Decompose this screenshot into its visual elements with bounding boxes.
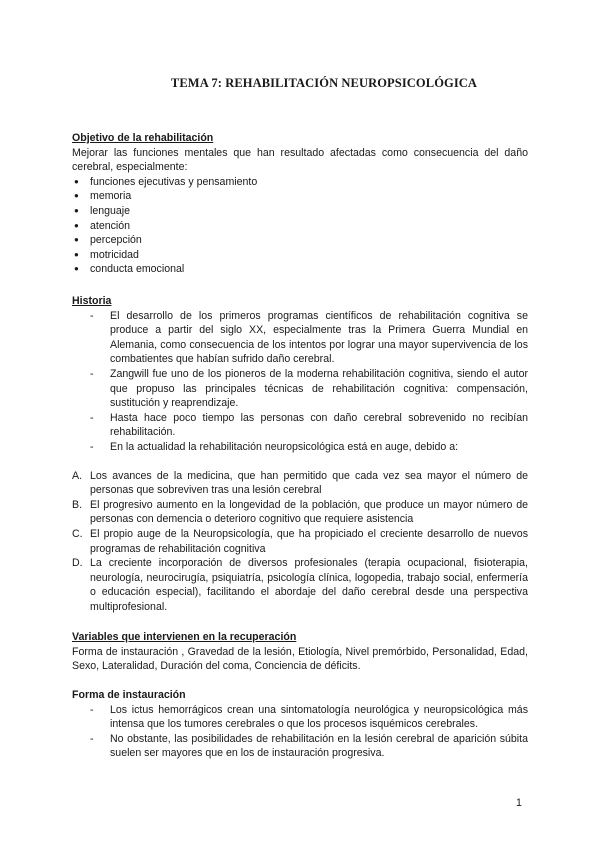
historia-lettered-list — [72, 469, 528, 615]
list-item: ● lenguaje — [72, 204, 528, 219]
list-item — [72, 556, 528, 614]
historia-dash-list — [72, 309, 528, 455]
section-forma — [72, 688, 528, 761]
list-item: ● motricidad — [72, 248, 528, 263]
list-item: - Zangwill fue uno de los pioneros de la moderna rehabilitación cognitiva, siendo el autor que propuso las principales técnicas de rehabilitación cognitiva: compensación, sustitución y reaprendizaje. — [90, 367, 528, 411]
historia-heading: Historia — [72, 295, 112, 307]
list-item — [72, 469, 528, 498]
list-item: - El desarrollo de los primeros programas científicos de rehabilitación cognitiva se produce a partir del siglo XX, especialmente tras la Primera Guerra Mundial en Alemania, como consecuencia de los intentos por lograr una mayor supervivencia de los combatientes que habían sufrido daño cerebral. — [90, 309, 528, 367]
objetivo-heading: Objetivo de la rehabilitación — [72, 132, 214, 144]
forma-heading: Forma de instauración — [72, 689, 186, 701]
list-item: - En la actualidad la rehabilitación neuropsicológica está en auge, debido a: — [90, 440, 528, 455]
list-item — [72, 527, 528, 556]
list-item: - Los ictus hemorrágicos crean una sintomatología neurológica y neuropsicológica más intensa que los tumores cerebrales o que los procesos isquémicos cerebrales. — [90, 703, 528, 732]
document-title: TEMA 7: REHABILITACIÓN NEUROPSICOLÓGICA — [170, 76, 478, 90]
list-item: ● conducta emocional — [72, 262, 528, 277]
list-item: ● funciones ejecutivas y pensamiento — [72, 175, 528, 190]
list-item: ● atención — [72, 219, 528, 234]
list-marker: B. — [72, 498, 83, 511]
page-number: 1 — [516, 797, 522, 809]
objetivo-list — [72, 175, 528, 277]
list-item-text: El propio auge de la Neuropsicología, que ha propiciado el creciente desarrollo de nuevos programas de rehabilitación cognitiva — [90, 527, 528, 555]
list-item — [72, 498, 528, 527]
list-item: - Hasta hace poco tiempo las personas con daño cerebral sobrevenido no recibían rehabilitación. — [90, 411, 528, 440]
variables-text: Forma de instauración , Gravedad de la lesión, Etiología, Nivel premórbido, Personalidad, Edad, Sexo, Lateralidad, Duración del coma, Conciencia de déficits. — [72, 645, 528, 673]
list-marker: C. — [72, 527, 83, 540]
section-variables — [72, 630, 528, 674]
list-item: ● memoria — [72, 189, 528, 204]
list-item-text: El progresivo aumento en la longevidad de la población, que produce un mayor número de personas con demencia o deterioro cognitivo que requiere asistencia — [90, 498, 528, 526]
section-historia — [72, 294, 528, 614]
list-marker: A. — [72, 469, 83, 482]
list-marker: D. — [72, 557, 83, 570]
list-item-text: La creciente incorporación de diversos profesionales (terapia ocupacional, fisioterapia, neurología, neurocirugía, psiquiatría, psicología clínica, logopedia, trabajo social, enfermería o educación especial), facilitando el abordaje del daño cerebral desde una perspectiva multiprofesional. — [90, 557, 528, 613]
list-item: ● percepción — [72, 233, 528, 248]
objetivo-intro: Mejorar las funciones mentales que han resultado afectadas como consecuencia del daño cerebral, especialmente: — [72, 146, 528, 174]
forma-dash-list — [72, 703, 528, 761]
list-item-text: Los avances de la medicina, que han permitido que cada vez sea mayor el número de personas que sobreviven tras una lesión cerebral — [90, 469, 528, 497]
section-objetivo — [72, 131, 528, 277]
list-item: - No obstante, las posibilidades de rehabilitación en la lesión cerebral de aparición súbita suelen ser mayores que en los de instauración progresiva. — [90, 732, 528, 761]
variables-heading: Variables que intervienen en la recuperación — [72, 631, 297, 643]
